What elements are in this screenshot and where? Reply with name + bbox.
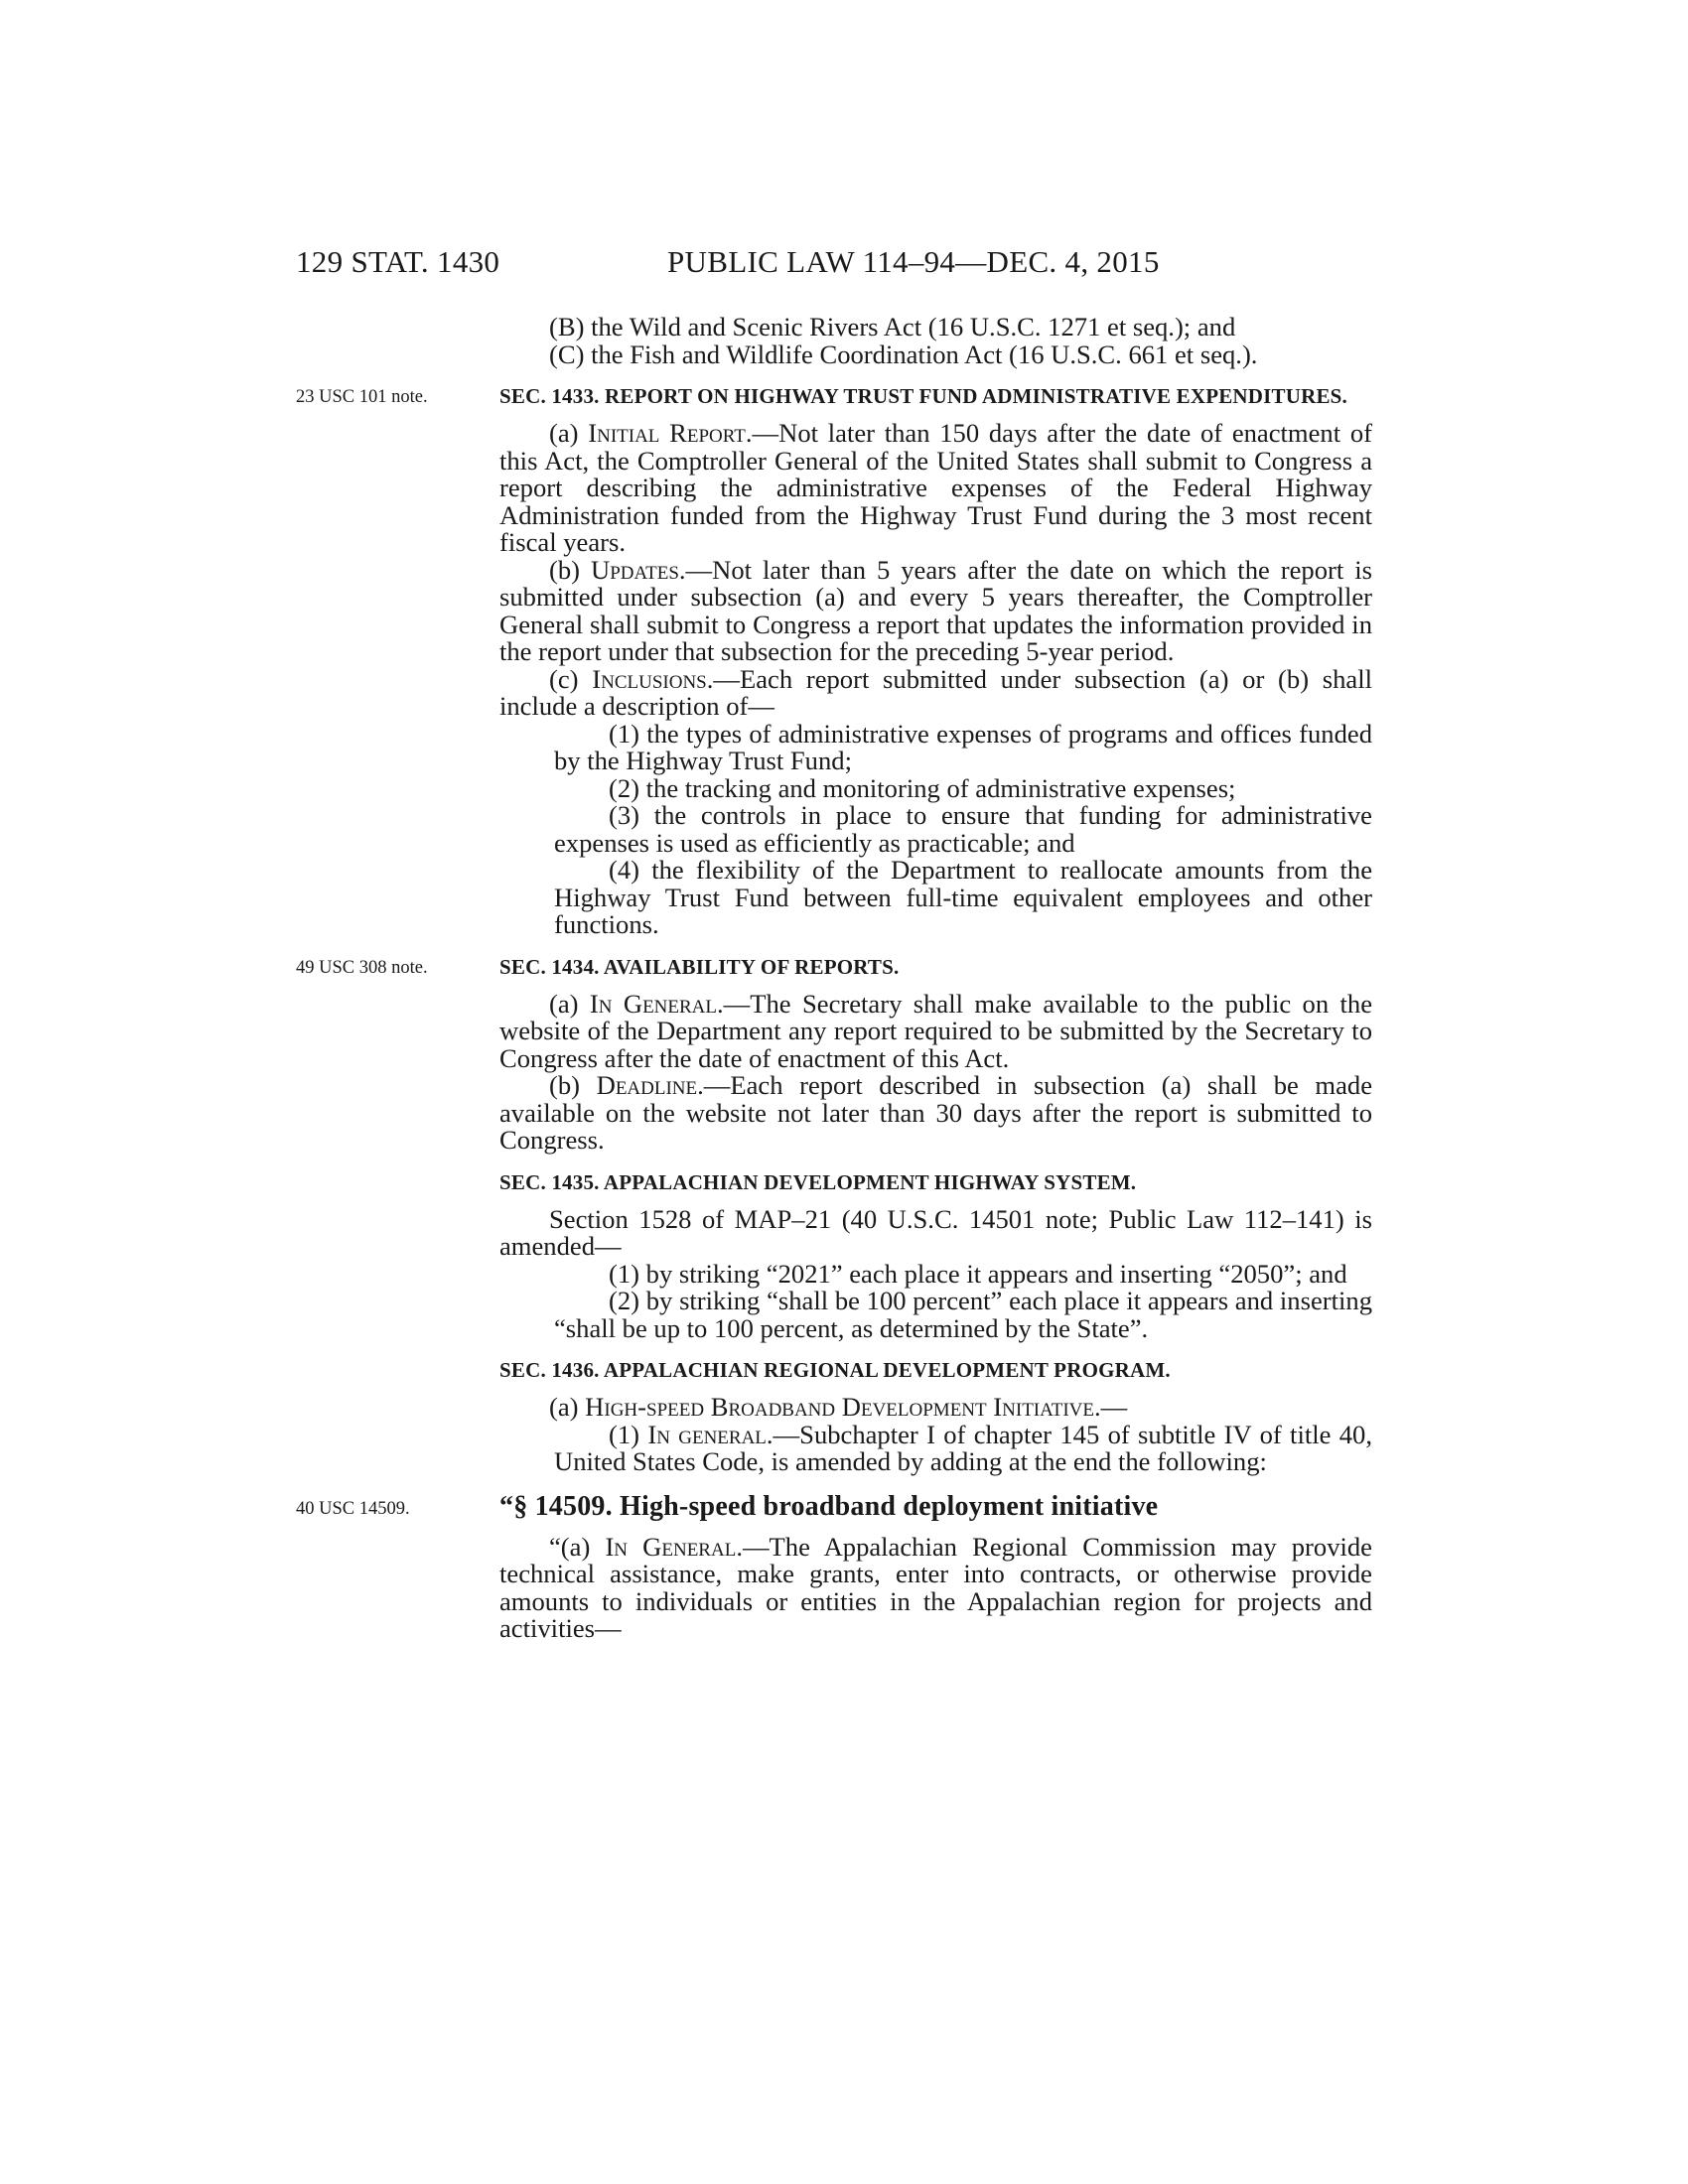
- section-1436-a1: [499, 1419, 1372, 1476]
- caption: In General: [605, 1531, 737, 1562]
- margin-note-1433: 23 USC 101 note.: [296, 387, 428, 407]
- caption: Initial Report: [588, 418, 746, 448]
- caption: In general: [647, 1419, 767, 1449]
- section-14509-heading: “§ 14509. High-speed broadband deployment initiative: [499, 1490, 1159, 1522]
- margin-note-1434: 49 USC 308 note.: [296, 957, 428, 978]
- section-1433: [296, 383, 1372, 939]
- label: (a): [549, 1392, 586, 1422]
- caption: Deadline: [596, 1070, 698, 1100]
- text: .—Each report described in subsection (a) shall be made available on the website not later than 30 days after the report is submitted to Congress.: [499, 1070, 1372, 1155]
- label: “(a): [549, 1531, 606, 1562]
- section-1435-heading: SEC. 1435. APPALACHIAN DEVELOPMENT HIGHWAY SYSTEM.: [499, 1169, 1137, 1194]
- label: (c): [549, 663, 593, 694]
- section-1433-c-item: (3) the controls in place to ensure that funding for administrative expenses is used as efficiently as practicable; and: [554, 800, 1372, 858]
- caption: High-speed Broadband Development Initiative: [585, 1392, 1094, 1422]
- text: .—: [1094, 1392, 1128, 1422]
- section-1433-a: [499, 420, 1372, 557]
- section-1436: [499, 1357, 1372, 1476]
- intro-item-b: (B) the Wild and Scenic Rivers Act (16 U.S.C. 1271 et seq.); and: [549, 312, 1236, 341]
- section-1434: [296, 954, 1372, 1155]
- section-1433-b: [499, 554, 1372, 666]
- section-1433-heading: SEC. 1433. REPORT ON HIGHWAY TRUST FUND ADMINISTRATIVE EXPENDITURES.: [499, 384, 1347, 408]
- section-1434-a: [499, 988, 1372, 1073]
- page-header: [296, 244, 1372, 288]
- caption: Updates: [591, 554, 679, 585]
- label: (a): [549, 418, 589, 448]
- caption: Inclusions: [592, 663, 707, 694]
- text: .—The Secretary shall make available to the public on the website of the Department any report required to be submitted by the Secretary to Congress after the date of enactment of this Act.: [499, 988, 1372, 1073]
- text: .—Not later than 5 years after the date on which the report is submitted under subsection (a) and every 5 years thereafter, the Comptroller General shall submit to Congress a report that updates the information provided in the report under that subsection for the preceding 5-year period.: [499, 554, 1372, 666]
- section-1433-c-item: (4) the flexibility of the Department to reallocate amounts from the Highway Trust Fund between full-time equivalent employees and other functions.: [554, 855, 1372, 939]
- text: .—The Appalachian Regional Commission may provide technical assistance, make grants, enter into contracts, or otherwise provide amounts to individuals or entities in the Appalachian region for projects and activities—: [499, 1531, 1372, 1643]
- section-1435-item: (1) by striking “2021” each place it appears and inserting “2050”; and: [609, 1258, 1347, 1289]
- caption: In General: [589, 988, 718, 1019]
- section-1435: [499, 1169, 1372, 1343]
- margin-note-14509: 40 USC 14509.: [296, 1498, 410, 1519]
- section-1434-heading: SEC. 1434. AVAILABILITY OF REPORTS.: [499, 954, 900, 979]
- section-14509: [296, 1490, 1372, 1643]
- label: (b): [549, 554, 591, 585]
- text: .—Subchapter I of chapter 145 of subtitle IV of title 40, United States Code, is amended by adding at the end the following:: [554, 1419, 1372, 1476]
- section-1436-a: [499, 1394, 1372, 1422]
- document-body: [296, 312, 1372, 1643]
- section-1434-b: [499, 1072, 1372, 1155]
- section-1433-c: [499, 663, 1372, 721]
- intro-item-c: (C) the Fish and Wildlife Coordination Act (16 U.S.C. 661 et seq.).: [549, 339, 1258, 369]
- page-reference: 129 STAT. 1430: [296, 244, 500, 279]
- text: .—Not later than 150 days after the date of enactment of this Act, the Comptroller General of the United States shall submit to Congress a report describing the administrative expenses of the Federal Highway Administration funded from the Highway Trust Fund during the 3 most recent fiscal years.: [499, 418, 1372, 557]
- section-1433-c-item: (2) the tracking and monitoring of administrative expenses;: [609, 772, 1236, 803]
- section-1435-item: (2) by striking “shall be 100 percent” each place it appears and inserting “shall be up to 100 percent, as determined by the State”.: [554, 1286, 1372, 1343]
- label: (b): [549, 1070, 597, 1100]
- section-1436-heading: SEC. 1436. APPALACHIAN REGIONAL DEVELOPMENT PROGRAM.: [499, 1358, 1171, 1382]
- label: (a): [549, 988, 590, 1019]
- section-14509-a: [499, 1531, 1372, 1643]
- label: (1): [609, 1419, 648, 1449]
- section-1433-c-item: (1) the types of administrative expenses of programs and offices funded by the Highway Trust Fund;: [554, 718, 1372, 775]
- section-1435-intro: Section 1528 of MAP–21 (40 U.S.C. 14501 note; Public Law 112–141) is amended—: [499, 1203, 1372, 1261]
- text: .—Each report submitted under subsection (a) or (b) shall include a description of—: [499, 663, 1372, 721]
- law-title: PUBLIC LAW 114–94—DEC. 4, 2015: [667, 244, 1160, 279]
